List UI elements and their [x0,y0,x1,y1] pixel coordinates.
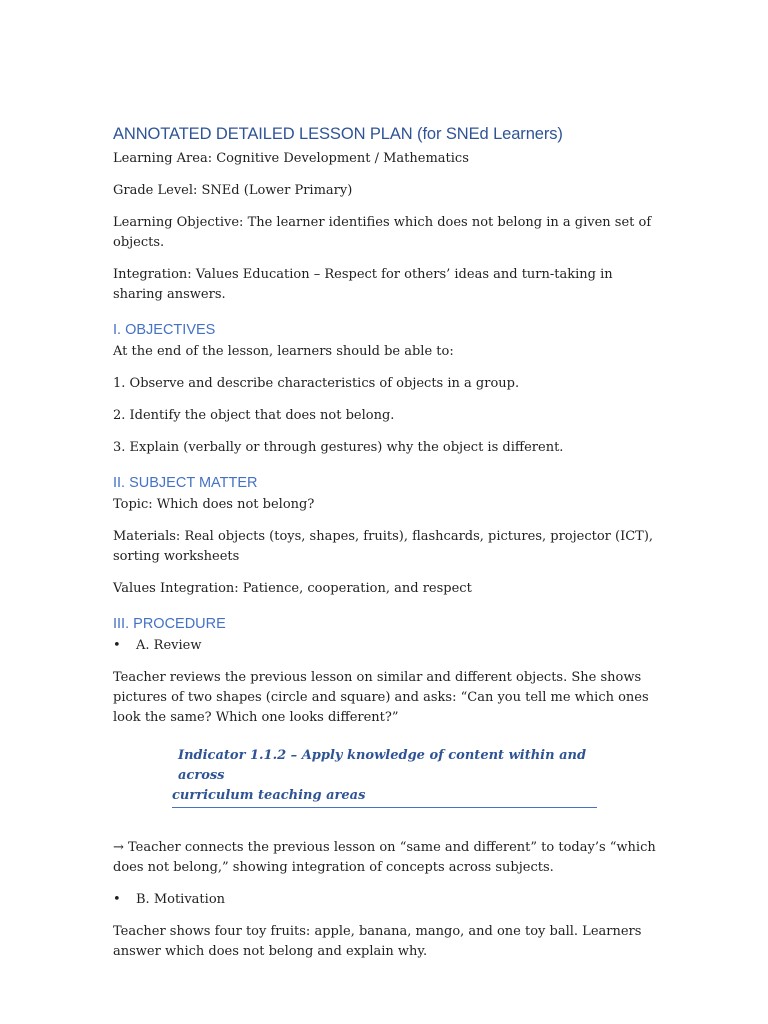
grade-level: Grade Level: SNEd (Lower Primary) [113,183,353,198]
review-bullet [113,636,658,656]
learning-area: Learning Area: Cognitive Development / Mathematics [113,151,469,166]
materials: Materials: Real objects (toys, shapes, fruits), flashcards, pictures, projector (ICT), sorting worksheets [113,529,654,564]
objective-item: 3. Explain (verbally or through gestures) why the object is different. [113,440,564,455]
motivation-label: B. Motivation [136,892,226,907]
objective-item: 2. Identify the object that does not belong. [113,408,395,423]
review-label: A. Review [136,638,202,653]
lesson-plan-page [113,125,658,974]
objective-item: 1. Observe and describe characteristics of objects in a group. [113,376,520,391]
values-integration: Values Integration: Patience, cooperation, and respect [113,581,472,596]
review-text: Teacher reviews the previous lesson on similar and different objects. She shows pictures of two shapes (circle and square) and asks: “Can you tell me which ones look the same? Which one looks different?” [113,670,649,725]
document-title: ANNOTATED DETAILED LESSON PLAN (for SNEd Learners) [113,125,563,143]
topic: Topic: Which does not belong? [113,497,315,512]
indicator-annotation [172,746,597,808]
objectives-intro: At the end of the lesson, learners should be able to: [113,344,454,359]
learning-objective: Learning Objective: The learner identifies which does not belong in a given set of objects. [113,215,652,250]
integration: Integration: Values Education – Respect for others’ ideas and turn-taking in sharing answers. [113,267,613,302]
motivation-text: Teacher shows four toy fruits: apple, banana, mango, and one toy ball. Learners answer which does not belong and explain why. [113,924,642,959]
indicator-line-2: curriculum teaching areas [172,788,366,803]
objectives-heading: I. OBJECTIVES [113,322,216,338]
bullet-icon: • [113,638,121,653]
subject-matter-heading: II. SUBJECT MATTER [113,475,258,491]
indicator-line-1: Indicator 1.1.2 – Apply knowledge of content within and across [178,748,587,783]
procedure-heading: III. PROCEDURE [113,616,226,632]
annotation-text: → Teacher connects the previous lesson on “same and different” to today’s “which does not belong,” showing integration of concepts across subjects. [113,840,656,875]
motivation-bullet [113,890,658,910]
bullet-icon: • [113,892,121,907]
